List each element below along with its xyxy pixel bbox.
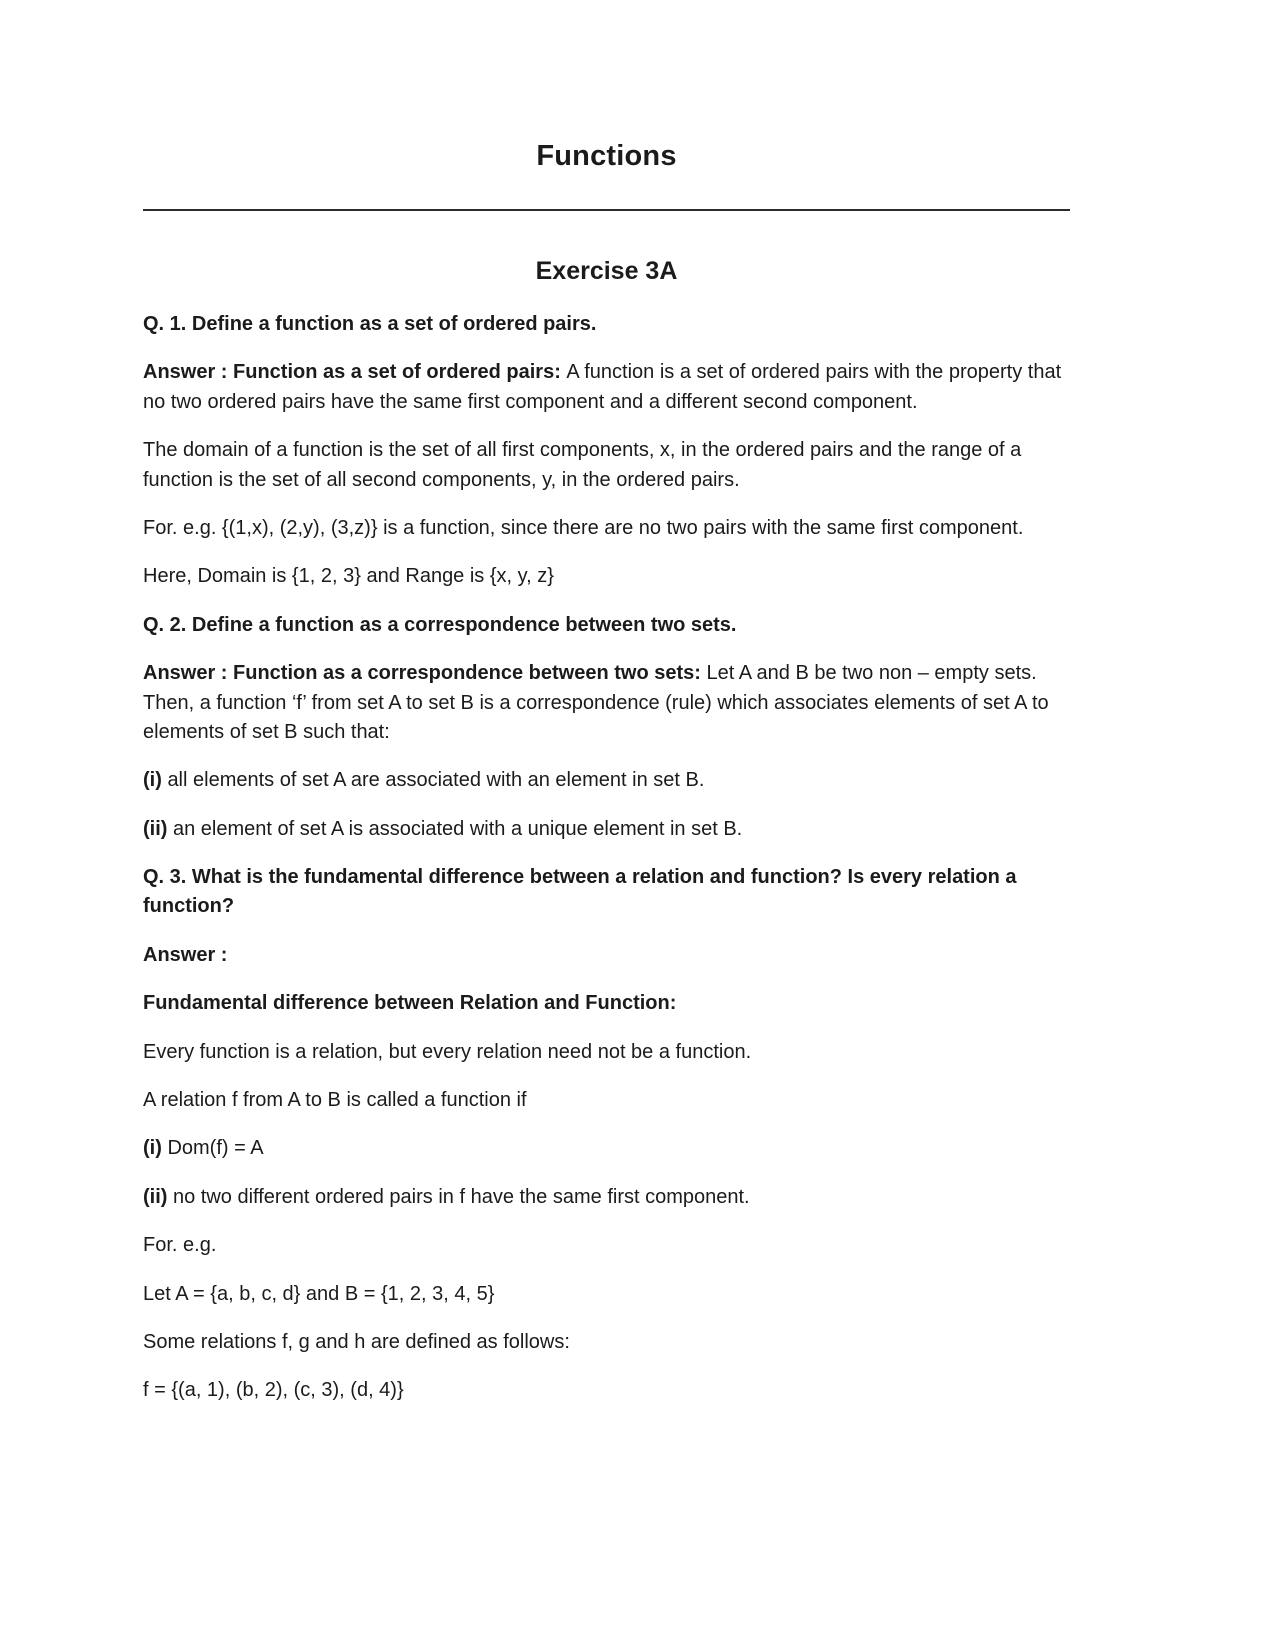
- bold-text-run: (ii): [143, 1185, 173, 1208]
- paragraph: [143, 863, 1070, 922]
- paragraph: [143, 989, 1070, 1018]
- text-run: an element of set A is associated with a unique element in set B.: [173, 817, 743, 840]
- document-body: [143, 310, 1070, 1406]
- paragraph: [143, 436, 1070, 495]
- paragraph: [143, 1280, 1070, 1309]
- bold-text-run: (i): [143, 769, 168, 792]
- text-run: Dom(f) = A: [167, 1137, 264, 1160]
- bold-text-run: Q. 1. Define a function as a set of ordered pairs.: [143, 313, 597, 335]
- text-run: f = {(a, 1), (b, 2), (c, 3), (d, 4)}: [143, 1379, 404, 1402]
- horizontal-divider: [143, 209, 1070, 211]
- paragraph: [143, 1328, 1070, 1357]
- paragraph: [143, 659, 1070, 747]
- text-run: A function is a set of ordered pairs with the property that no two ordered pairs have the same first component and a different second component.: [143, 361, 1062, 413]
- paragraph: [143, 514, 1070, 543]
- paragraph: [143, 941, 1070, 970]
- bold-text-run: Answer :: [143, 943, 228, 966]
- paragraph: [143, 1086, 1070, 1115]
- paragraph: [143, 1231, 1070, 1260]
- paragraph: [143, 310, 1070, 339]
- text-run: all elements of set A are associated with an element in set B.: [167, 769, 705, 792]
- text-run: Let A and B be two non – empty sets. Then, a function ‘f’ from set A to set B is a correspondence (rule) which associates elements of set A to elements of set B such that:: [143, 662, 1049, 743]
- bold-text-run: (i): [143, 1137, 168, 1160]
- bold-text-run: Q. 3. What is the fundamental difference between a relation and function? Is every relation a function?: [143, 866, 1017, 918]
- text-run: The domain of a function is the set of all first components, x, in the ordered pairs and the range of a function is the set of all second components, y, in the ordered pairs.: [143, 439, 1022, 491]
- document-title: Functions: [536, 140, 677, 172]
- paragraph: [143, 1376, 1070, 1405]
- bold-text-run: Answer : Function as a set of ordered pairs:: [143, 361, 567, 384]
- paragraph: [143, 611, 1070, 640]
- text-run: For. e.g.: [143, 1234, 217, 1257]
- paragraph: [143, 1134, 1070, 1163]
- paragraph: [143, 358, 1070, 417]
- paragraph: [143, 562, 1070, 591]
- bold-text-run: Answer : Function as a correspondence between two sets:: [143, 662, 707, 685]
- text-run: Every function is a relation, but every relation need not be a function.: [143, 1040, 752, 1063]
- paragraph: [143, 1038, 1070, 1067]
- text-run: Some relations f, g and h are defined as follows:: [143, 1330, 570, 1353]
- text-run: no two different ordered pairs in f have the same first component.: [173, 1185, 750, 1208]
- paragraph: [143, 766, 1070, 795]
- paragraph: [143, 815, 1070, 844]
- bold-text-run: Fundamental difference between Relation and Function:: [143, 992, 677, 1015]
- text-run: Let A = {a, b, c, d} and B = {1, 2, 3, 4, 5}: [143, 1282, 495, 1305]
- paragraph: [143, 1183, 1070, 1212]
- exercise-heading: Exercise 3A: [535, 257, 678, 285]
- bold-text-run: (ii): [143, 817, 173, 840]
- text-run: For. e.g. {(1,x), (2,y), (3,z)} is a function, since there are no two pairs with the same first component.: [143, 516, 1024, 539]
- bold-text-run: Q. 2. Define a function as a correspondence between two sets.: [143, 613, 737, 636]
- text-run: Here, Domain is {1, 2, 3} and Range is {x, y, z}: [143, 565, 554, 588]
- text-run: A relation f from A to B is called a function if: [143, 1089, 527, 1112]
